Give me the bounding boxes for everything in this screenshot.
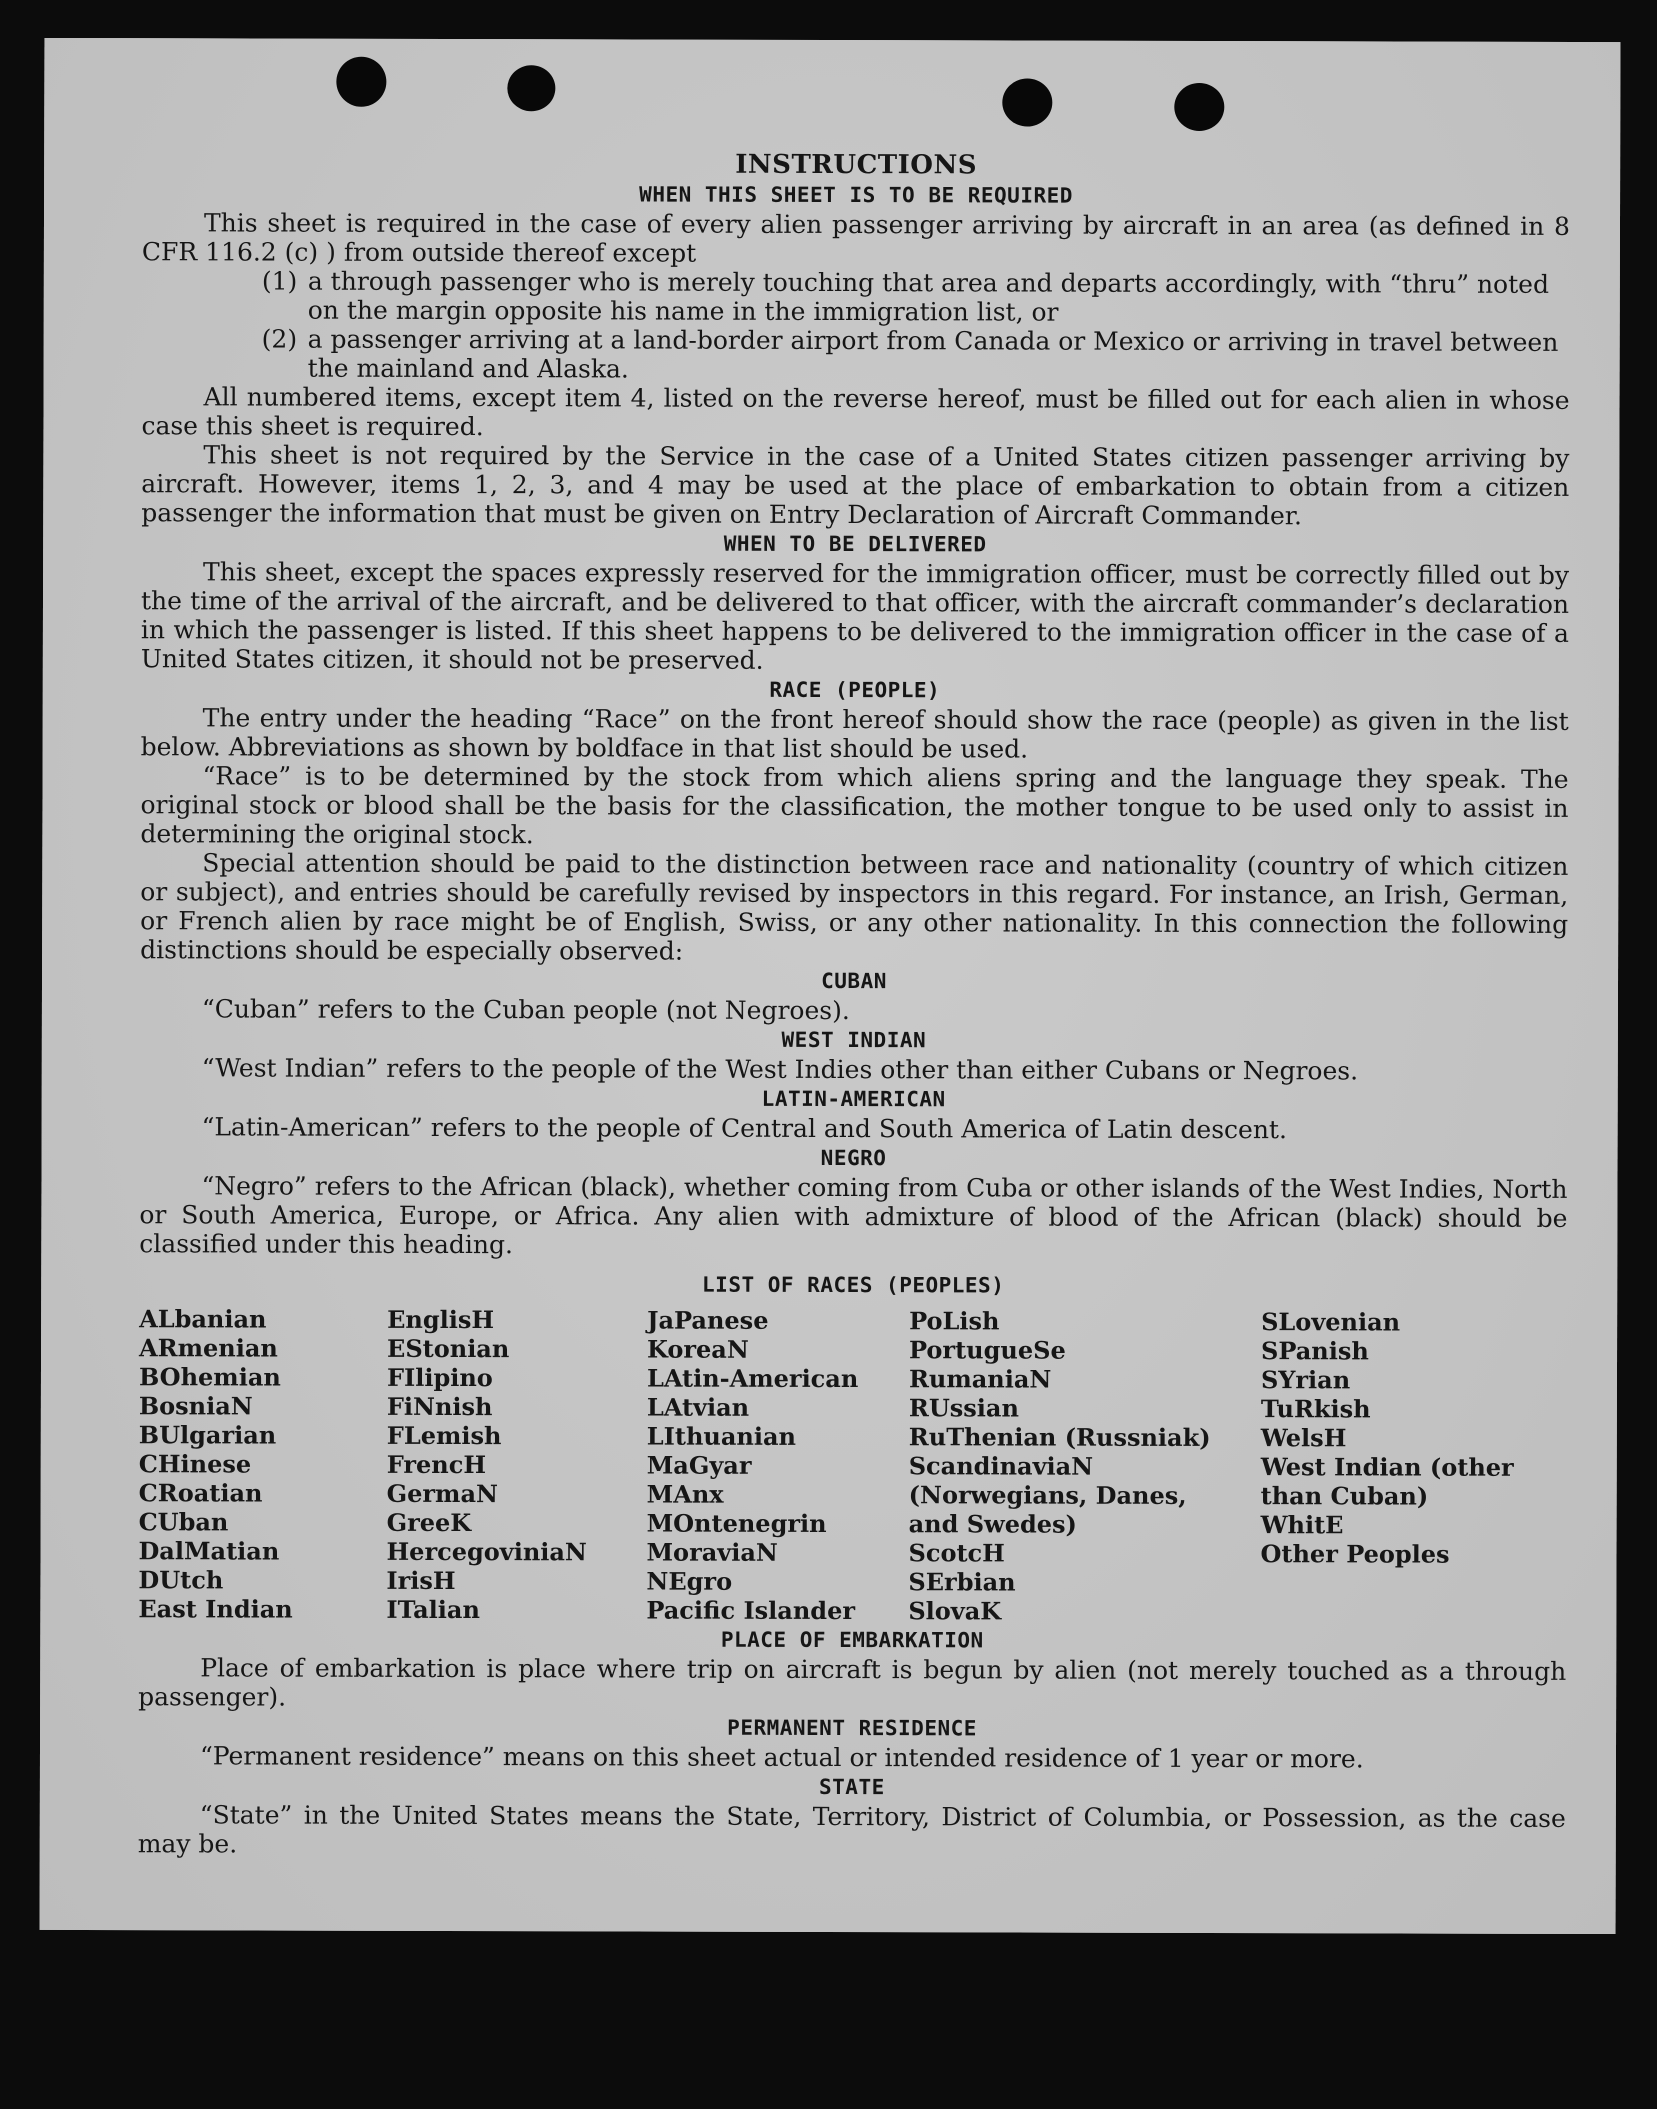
race-entry: FIlipino — [386, 1362, 493, 1393]
section-heading-cuban: CUBAN — [821, 968, 887, 994]
race-entry: ARmenian — [139, 1333, 278, 1363]
race-entry: CRoatian — [138, 1478, 263, 1508]
race-entry: MaGyar — [646, 1450, 752, 1480]
race-entry: WelsH — [1260, 1423, 1347, 1453]
race-entry: Pacific Islander — [646, 1595, 856, 1626]
paragraph-west-indian: “West Indian” refers to the people of the West Indies other than either Cubans or Negroes. — [201, 1053, 1359, 1086]
race-entry: ScotcH — [908, 1538, 1005, 1568]
race-entry: ALbanian — [139, 1304, 267, 1334]
race-entry: HercegoviniaN — [386, 1536, 587, 1567]
paragraph-permanent-residence: “Permanent residence” means on this sheet actual or intended residence of 1 year or more. — [199, 1741, 1364, 1774]
race-entry: SlovaK — [908, 1596, 1002, 1626]
paragraph-state: “State” in the United States means the State, Territory, District of Columbia, or Possession, as the case may be. — [137, 1800, 1566, 1859]
section-heading-negro: NEGRO — [820, 1145, 887, 1171]
section-heading-west-indian: WEST INDIAN — [781, 1027, 927, 1053]
race-entry: MOntenegrin — [646, 1508, 827, 1538]
race-entry: West Indian (other than Cuban) — [1260, 1452, 1514, 1511]
race-entry: DalMatian — [138, 1536, 280, 1566]
paragraph-embarkation: Place of embarkation is place where trip on aircraft is begun by alien (not merely touched as a through passenger). — [138, 1653, 1567, 1712]
exceptions-list — [262, 267, 1570, 386]
paragraph-citizen: This sheet is not required by the Service in the case of a United States citizen passenger arriving by aircraft. However, items 1, 2, 3, and 4 may be used at the place of embarkation to obtain from a citizen passenger the information that must be given on Entry Declaration of Aircraft Commander. — [141, 440, 1570, 531]
race-entry: SErbian — [908, 1567, 1016, 1597]
race-entry: CHinese — [138, 1449, 252, 1479]
paragraph-race-3: Special attention should be paid to the distinction between race and nationality (country of which citizen or subject), and entries should be carefully revised by inspectors in this regard. For instance, an Irish, German, or French alien by race might be of English, Swiss, or any other nationality. In this connection the following distinctions should be especially observed: — [140, 848, 1569, 966]
race-entry: East Indian — [138, 1594, 293, 1624]
paragraph-cuban: “Cuban” refers to the Cuban people (not Negroes). — [201, 994, 850, 1026]
race-entry: RuThenian (Russniak) — [908, 1422, 1211, 1452]
section-heading-latin-american: LATIN-AMERICAN — [761, 1086, 946, 1112]
race-entry: EnglisH — [387, 1304, 495, 1335]
race-entry: RUssian — [908, 1393, 1019, 1423]
list-item — [262, 325, 1570, 386]
paragraph-latin-american: “Latin-American” refers to the people of Central and South America of Latin descent. — [201, 1112, 1287, 1145]
races-column — [138, 1304, 387, 1624]
section-heading-list-of-races: LIST OF RACES (PEOPLES) — [702, 1272, 1005, 1298]
list-item-number: (2) — [261, 324, 298, 354]
list-item-number: (1) — [261, 266, 298, 296]
race-entry: BUlgarian — [138, 1420, 277, 1450]
list-item-text: a through passenger who is merely touching that area and departs accordingly, with “thru” noted on the margin opposite his name in the immigration list, or — [307, 266, 1550, 327]
race-entry: FrencH — [386, 1449, 487, 1480]
race-entry: GreeK — [386, 1507, 472, 1538]
races-column — [386, 1305, 647, 1625]
race-entry: WhitE — [1260, 1510, 1344, 1540]
race-entry: CUban — [138, 1507, 229, 1537]
punch-hole — [507, 65, 555, 111]
race-entry: FLemish — [386, 1420, 502, 1451]
race-entry: PoLish — [909, 1306, 1000, 1336]
page-title: INSTRUCTIONS — [735, 149, 978, 181]
section-heading-race: RACE (PEOPLE) — [769, 677, 941, 703]
race-entry: SYrian — [1260, 1365, 1351, 1395]
race-entry: EStonian — [387, 1333, 510, 1364]
section-heading-delivered: WHEN TO BE DELIVERED — [723, 531, 987, 557]
race-entry: Other Peoples — [1260, 1539, 1450, 1569]
race-entry: ScandinaviaN (Norwegians, Danes, and Swedes) — [908, 1451, 1187, 1539]
race-entry: KoreaN — [647, 1334, 749, 1364]
race-entry: MoraviaN — [646, 1537, 778, 1567]
races-column — [908, 1306, 1261, 1626]
race-entry: GermaN — [386, 1478, 499, 1509]
section-heading-when-required: WHEN THIS SHEET IS TO BE REQUIRED — [639, 182, 1073, 208]
punch-hole — [336, 57, 386, 107]
race-entry: MAnx — [646, 1479, 724, 1509]
paragraph-race-1: The entry under the heading “Race” on the front hereof should show the race (people) as given in the list below. Abbreviations as shown by boldface in that list should be used. — [140, 703, 1569, 764]
paragraph-numbered-items: All numbered items, except item 4, listed on the reverse hereof, must be filled out for each alien in whose case this sheet is required. — [141, 382, 1570, 442]
races-table — [138, 1304, 1567, 1627]
paragraph-negro: “Negro” refers to the African (black), whether coming from Cuba or other islands of the West Indies, North or South America, Europe, or Africa. Any alien with admixture of blood of the African (black) should be classified under this heading. — [139, 1171, 1568, 1260]
race-entry: FiNnish — [386, 1391, 493, 1422]
list-item — [262, 267, 1570, 328]
paragraph-delivered: This sheet, except the spaces expressly reserved for the immigration officer, must be correctly filled out by the time of the arrival of the aircraft, and be delivered to that officer, with the aircraft commander’s declaration in which the passenger is listed. If this sheet happens to be delivered to the immigration officer in the case of a United States citizen, it should not be preserved. — [140, 557, 1570, 675]
race-entry: LAtvian — [646, 1392, 750, 1422]
races-column — [1260, 1307, 1551, 1627]
race-entry: SPanish — [1261, 1336, 1369, 1366]
paragraph-race-2: “Race” is to be determined by the stock from which aliens spring and the language they speak. The original stock or blood shall be the basis for the classification, the mother tongue to be used only to assist in determining the original stock. — [140, 761, 1569, 850]
race-entry: BosniaN — [138, 1391, 253, 1421]
race-entry: RumaniaN — [908, 1364, 1052, 1394]
race-entry: ITalian — [386, 1594, 480, 1625]
list-item-text: a passenger arriving at a land-border airport from Canada or Mexico or arriving in travel between the mainland and Alaska. — [307, 324, 1559, 384]
race-entry: LIthuanian — [646, 1421, 797, 1451]
paragraph-required-intro: This sheet is required in the case of every alien passenger arriving by aircraft in an area (as defined in 8 CFR 116.2 (c) ) from outside thereof except — [141, 208, 1571, 268]
race-entry: DUtch — [138, 1565, 224, 1595]
section-heading-permanent-residence: PERMANENT RESIDENCE — [727, 1715, 977, 1741]
race-entry: IrisH — [386, 1565, 456, 1596]
race-entry: PortugueSe — [909, 1335, 1066, 1365]
section-heading-embarkation: PLACE OF EMBARKATION — [720, 1627, 984, 1653]
instructions-content — [138, 108, 1571, 1862]
race-entry: JaPanese — [647, 1305, 769, 1335]
race-entry: BOhemian — [138, 1362, 281, 1392]
document-page — [40, 38, 1621, 1934]
races-column — [646, 1306, 909, 1626]
race-entry: LAtin-American — [646, 1363, 859, 1394]
race-entry: NEgro — [646, 1566, 733, 1596]
section-heading-state: STATE — [819, 1774, 885, 1800]
race-entry: SLovenian — [1261, 1307, 1401, 1337]
race-entry: TuRkish — [1260, 1394, 1371, 1424]
